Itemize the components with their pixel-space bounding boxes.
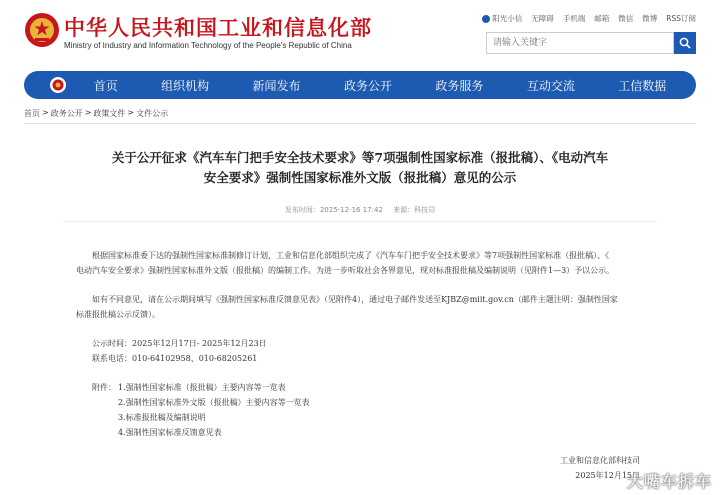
- main-nav: [24, 71, 696, 99]
- site-header: [0, 0, 720, 64]
- publish-date: 发布时间：2025-12-16 17:42: [284, 206, 383, 214]
- article-title-line: 关于公开征求《汽车车门把手安全技术要求》等7项强制性国家标准（报批稿）、《电动汽车: [111, 150, 609, 165]
- nav-item-home[interactable]: 首页: [93, 78, 118, 93]
- paragraph-line: 标准报批稿公示反馈）。: [76, 310, 160, 319]
- attachment-row: [76, 380, 666, 395]
- nav-logo-icon: [44, 71, 72, 99]
- meta-divider: [62, 221, 658, 222]
- toplink-label: 阳光小信: [492, 14, 523, 23]
- article-meta: [0, 205, 720, 215]
- paragraph: [76, 248, 666, 278]
- sign-date: 2025年12月15日: [575, 471, 640, 480]
- toplink-wechat[interactable]: 微信: [618, 14, 634, 23]
- national-emblem-icon: [24, 10, 60, 50]
- paragraph-line: 电动汽车安全要求》强制性国家标准外文版（报批稿）的编制工作。为进一步听取社会各界意见，现对标准报批稿及编制说明（见附件1—3）予以公示。: [76, 266, 615, 275]
- paragraph: [76, 292, 666, 322]
- breadcrumb: [24, 108, 168, 119]
- search-bar: [486, 32, 696, 54]
- toplink-mail[interactable]: 邮箱: [594, 14, 610, 23]
- site-title-cn[interactable]: 中华人民共和国工业和信息化部: [64, 15, 372, 40]
- article-title: [100, 148, 620, 188]
- breadcrumb-separator: >: [42, 108, 49, 117]
- attachments: [76, 380, 666, 440]
- search-icon: [679, 37, 691, 49]
- site-title-en: Ministry of Industry and Information Technology of the People's Republic of China: [64, 41, 352, 50]
- nav-item-news[interactable]: 新闻发布: [252, 78, 301, 93]
- breadcrumb-public-affairs[interactable]: 政务公开: [50, 109, 83, 118]
- nav-item-interaction[interactable]: 互动交流: [526, 78, 575, 93]
- breadcrumb-divider: [24, 123, 696, 124]
- attachment-link-2[interactable]: 2.强制性国家标准外文版（报批稿）主要内容等一览表: [118, 398, 310, 407]
- breadcrumb-announcement[interactable]: 文件公示: [136, 109, 169, 118]
- breadcrumb-separator: >: [127, 108, 135, 117]
- article-body: [76, 248, 666, 440]
- toplink-mobile[interactable]: 手机端: [562, 14, 586, 23]
- nav-item-organization[interactable]: 组织机构: [161, 78, 210, 93]
- article-source: 来源：科技司: [393, 206, 436, 214]
- contact-phone: 联系电话：010-64102958、010-68205261: [92, 354, 258, 363]
- breadcrumb-separator: >: [84, 108, 92, 117]
- attachment-link-1[interactable]: 1.强制性国家标准（报批稿）主要内容等一览表: [118, 383, 286, 392]
- notice-period: 公示时间：2025年12月17日- 2025年12月23日: [92, 339, 267, 348]
- paragraph-line: 根据国家标准委下达的强制性国家标准制修订计划，工业和信息化部组织完成了《汽车车门把手安全技术要求》等7项强制性国家标准（报批稿）、《: [92, 251, 610, 260]
- sunshine-icon: [482, 15, 490, 23]
- toplink-rss[interactable]: RSS订阅: [666, 14, 696, 23]
- toplink-sunshine[interactable]: [482, 13, 522, 24]
- toplink-weibo[interactable]: 微博: [642, 14, 658, 23]
- attachments-label: 附件：: [92, 383, 116, 392]
- toplink-accessibility[interactable]: 无障碍: [531, 14, 554, 23]
- search-button[interactable]: [674, 32, 696, 54]
- nav-item-data[interactable]: 工信数据: [618, 78, 667, 93]
- nav-item-public-affairs[interactable]: 政务公开: [343, 78, 392, 93]
- watermark: 大嘴车拆车: [626, 472, 712, 491]
- signer-name: 工业和信息化部科技司: [560, 456, 640, 465]
- top-links: [482, 13, 696, 24]
- attachment-link-4[interactable]: 4.强制性国家标准反馈意见表: [118, 428, 222, 437]
- search-input[interactable]: [486, 32, 674, 54]
- attachment-link-3[interactable]: 3.标准报批稿及编制说明: [118, 413, 206, 422]
- nav-item-services[interactable]: 政务服务: [435, 78, 484, 93]
- article-title-line: 安全要求》强制性国家标准外文版（报批稿）意见的公示: [203, 170, 517, 185]
- breadcrumb-policy-files[interactable]: 政策文件: [93, 109, 126, 118]
- paragraph-line: 如有不同意见，请在公示期间填写《强制性国家标准反馈意见表》（见附件4），通过电子邮件发送至KJBZ@miit.gov.cn（邮件主题注明：强制性国家: [92, 295, 618, 304]
- breadcrumb-home[interactable]: 首页: [24, 109, 40, 118]
